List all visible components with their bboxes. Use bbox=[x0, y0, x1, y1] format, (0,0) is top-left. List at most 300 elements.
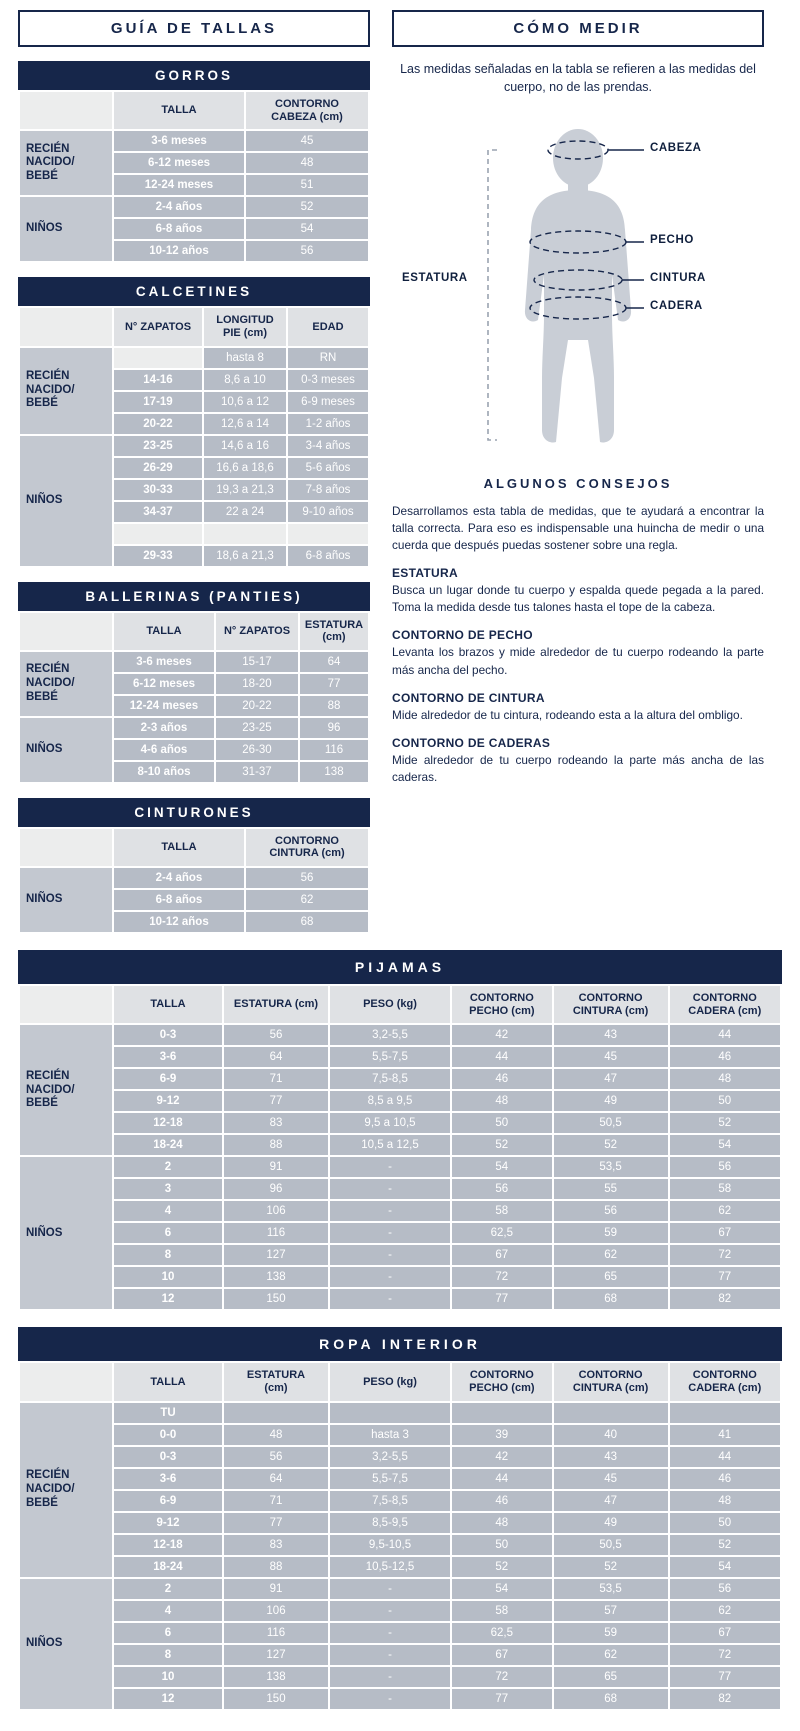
cell-peso: - bbox=[330, 1289, 450, 1309]
cell-talla: 6-9 bbox=[114, 1069, 222, 1089]
cell-cintura: 65 bbox=[554, 1667, 668, 1687]
ropa-interior-section bbox=[18, 1327, 782, 1710]
right-column bbox=[392, 10, 764, 798]
cell-peso: 3,2-5,5 bbox=[330, 1025, 450, 1045]
group-label-bebe: RECIÉN NACIDO/ BEBÉ bbox=[20, 1025, 112, 1155]
cell-zapatos: 26-30 bbox=[216, 740, 298, 760]
corner-cell bbox=[20, 1363, 112, 1400]
cell-talla: 10 bbox=[114, 1267, 222, 1287]
tip-estatura bbox=[392, 566, 764, 616]
cell-estatura: 83 bbox=[224, 1535, 328, 1555]
cell-talla: 2-4 años bbox=[114, 197, 244, 217]
cell-edad: 3-4 años bbox=[288, 436, 368, 456]
cell-estatura: 71 bbox=[224, 1069, 328, 1089]
col-pecho: CONTORNO PECHO (cm) bbox=[452, 986, 552, 1023]
cell-pecho: 72 bbox=[452, 1267, 552, 1287]
cell-talla: 3-6 bbox=[114, 1047, 222, 1067]
group-label-bebe: RECIÉN NACIDO/ BEBÉ bbox=[20, 131, 112, 195]
cell-cadera: 54 bbox=[670, 1557, 780, 1577]
cell-pecho: 54 bbox=[452, 1157, 552, 1177]
cell-cadera: 54 bbox=[670, 1135, 780, 1155]
table-title-cinturones: CINTURONES bbox=[18, 798, 370, 827]
group-label-ninos: NIÑOS bbox=[20, 868, 112, 932]
table-row bbox=[20, 1469, 780, 1489]
table-row-header bbox=[20, 1363, 780, 1400]
cell-peso: 8,5-9,5 bbox=[330, 1513, 450, 1533]
cell-talla: 6-12 meses bbox=[114, 674, 214, 694]
table-row bbox=[20, 1689, 780, 1709]
col-longitud-pie: LONGITUD PIE (cm) bbox=[204, 308, 286, 345]
table-row bbox=[20, 436, 368, 456]
page-title-guide: GUÍA DE TALLAS bbox=[18, 10, 370, 47]
cell-pecho: 46 bbox=[452, 1069, 552, 1089]
cell-cintura: 40 bbox=[554, 1425, 668, 1445]
cell-contorno: 62 bbox=[246, 890, 368, 910]
cell-cintura: 53,5 bbox=[554, 1579, 668, 1599]
cell-estatura: 77 bbox=[300, 674, 368, 694]
cell-pecho: 48 bbox=[452, 1513, 552, 1533]
cell-peso: - bbox=[330, 1201, 450, 1221]
tip-cintura bbox=[392, 691, 764, 724]
cell-estatura: 91 bbox=[224, 1579, 328, 1599]
cell-pecho: 77 bbox=[452, 1289, 552, 1309]
cell-peso: - bbox=[330, 1179, 450, 1199]
cell-peso: - bbox=[330, 1601, 450, 1621]
table-row bbox=[20, 1223, 780, 1243]
cell-cadera: 52 bbox=[670, 1535, 780, 1555]
cell-estatura: 96 bbox=[300, 718, 368, 738]
cell-pecho: 52 bbox=[452, 1135, 552, 1155]
cell-peso: - bbox=[330, 1645, 450, 1665]
col-estatura: ESTATURA (cm) bbox=[300, 613, 368, 650]
cell-talla: 0-0 bbox=[114, 1425, 222, 1445]
cell-zapatos: 15-17 bbox=[216, 652, 298, 672]
cell-talla: 12-18 bbox=[114, 1535, 222, 1555]
cell-estatura: 150 bbox=[224, 1689, 328, 1709]
cell-talla: 8 bbox=[114, 1245, 222, 1265]
col-peso: PESO (kg) bbox=[330, 1363, 450, 1400]
cell-cadera: 48 bbox=[670, 1491, 780, 1511]
table-row bbox=[20, 1557, 780, 1577]
cell-cintura: 45 bbox=[554, 1047, 668, 1067]
left-column bbox=[18, 10, 370, 934]
table-row-header bbox=[20, 613, 368, 650]
cell-estatura: 96 bbox=[224, 1179, 328, 1199]
cell-peso: - bbox=[330, 1157, 450, 1177]
cell-pie: 14,6 a 16 bbox=[204, 436, 286, 456]
cell-edad: RN bbox=[288, 348, 368, 368]
cell-peso: 10,5-12,5 bbox=[330, 1557, 450, 1577]
tip-heading: ESTATURA bbox=[392, 566, 458, 581]
cell-peso: hasta 3 bbox=[330, 1425, 450, 1445]
cell-contorno: 56 bbox=[246, 868, 368, 888]
cell-talla: 0-3 bbox=[114, 1447, 222, 1467]
cell-pecho: 62,5 bbox=[452, 1223, 552, 1243]
cell-cintura: 55 bbox=[554, 1179, 668, 1199]
group-label-ninos: NIÑOS bbox=[20, 718, 112, 782]
cell-estatura: 71 bbox=[224, 1491, 328, 1511]
cell-pecho: 58 bbox=[452, 1201, 552, 1221]
cell-cadera bbox=[670, 1403, 780, 1423]
cell-contorno: 48 bbox=[246, 153, 368, 173]
cell-estatura: 106 bbox=[224, 1201, 328, 1221]
group-label-ninos: NIÑOS bbox=[20, 1157, 112, 1309]
col-cadera: CONTORNO CADERA (cm) bbox=[670, 986, 780, 1023]
cell-talla: 4 bbox=[114, 1601, 222, 1621]
cell-cintura: 59 bbox=[554, 1223, 668, 1243]
table-row bbox=[20, 1403, 780, 1423]
cell-pecho: 44 bbox=[452, 1469, 552, 1489]
corner-cell bbox=[20, 986, 112, 1023]
cell-estatura: 88 bbox=[224, 1557, 328, 1577]
cell-talla: 9-12 bbox=[114, 1091, 222, 1111]
cell-pecho: 50 bbox=[452, 1113, 552, 1133]
table-row bbox=[20, 1267, 780, 1287]
col-pecho: CONTORNO PECHO (cm) bbox=[452, 1363, 552, 1400]
cell-pecho: 67 bbox=[452, 1645, 552, 1665]
cell-pecho: 77 bbox=[452, 1689, 552, 1709]
cell-estatura: 127 bbox=[224, 1645, 328, 1665]
table-row bbox=[20, 1579, 780, 1599]
cell-talla: 12-24 meses bbox=[114, 175, 244, 195]
cell-cintura: 47 bbox=[554, 1069, 668, 1089]
cell-zapatos: 23-25 bbox=[216, 718, 298, 738]
cell-talla: 6-12 meses bbox=[114, 153, 244, 173]
tip-heading: CONTORNO DE CADERAS bbox=[392, 735, 551, 750]
cell-contorno: 52 bbox=[246, 197, 368, 217]
label-cintura: CINTURA bbox=[650, 272, 706, 284]
cell-estatura: 83 bbox=[224, 1113, 328, 1133]
cell-zapatos: 26-29 bbox=[114, 458, 202, 478]
table-row bbox=[20, 1157, 780, 1177]
cell-pecho: 62,5 bbox=[452, 1623, 552, 1643]
cell-talla: 6 bbox=[114, 1623, 222, 1643]
cell-cintura: 50,5 bbox=[554, 1113, 668, 1133]
cell-edad bbox=[288, 524, 368, 544]
cell-estatura: 88 bbox=[224, 1135, 328, 1155]
cell-zapatos: 34-37 bbox=[114, 502, 202, 522]
cell-pecho: 58 bbox=[452, 1601, 552, 1621]
table-title-gorros: GORROS bbox=[18, 61, 370, 90]
cell-estatura: 138 bbox=[300, 762, 368, 782]
cell-pecho: 44 bbox=[452, 1047, 552, 1067]
table-row bbox=[20, 1491, 780, 1511]
table-row bbox=[20, 718, 368, 738]
cell-pecho: 48 bbox=[452, 1091, 552, 1111]
tips-body bbox=[392, 503, 764, 786]
cell-pie: 10,6 a 12 bbox=[204, 392, 286, 412]
cell-pie: 12,6 a 14 bbox=[204, 414, 286, 434]
cell-estatura: 56 bbox=[224, 1447, 328, 1467]
col-estatura: ESTATURA (cm) bbox=[224, 1363, 328, 1400]
corner-cell bbox=[20, 829, 112, 866]
cell-cadera: 44 bbox=[670, 1025, 780, 1045]
cell-cintura: 45 bbox=[554, 1469, 668, 1489]
cell-contorno: 54 bbox=[246, 219, 368, 239]
cell-zapatos: 18-20 bbox=[216, 674, 298, 694]
tip-text: Busca un lugar donde tu cuerpo y espalda quede pegada a la pared. Toma la medida desde tus talones hasta el tope de la cabeza. bbox=[392, 583, 764, 615]
table-row bbox=[20, 1135, 780, 1155]
cell-cintura: 56 bbox=[554, 1201, 668, 1221]
cell-edad: 6-8 años bbox=[288, 546, 368, 566]
cell-talla: 2-4 años bbox=[114, 868, 244, 888]
cell-cadera: 46 bbox=[670, 1047, 780, 1067]
cell-pie: 8,6 a 10 bbox=[204, 370, 286, 390]
cell-estatura: 64 bbox=[224, 1469, 328, 1489]
table-row-header bbox=[20, 829, 368, 866]
cell-cintura: 68 bbox=[554, 1689, 668, 1709]
table-row bbox=[20, 652, 368, 672]
cell-cadera: 44 bbox=[670, 1447, 780, 1467]
cell-zapatos: 31-37 bbox=[216, 762, 298, 782]
table-row bbox=[20, 1645, 780, 1665]
cell-estatura: 127 bbox=[224, 1245, 328, 1265]
group-label-bebe: RECIÉN NACIDO/ BEBÉ bbox=[20, 1403, 112, 1577]
table-row bbox=[20, 1201, 780, 1221]
col-contorno-cintura: CONTORNO CINTURA (cm) bbox=[246, 829, 368, 866]
cell-cintura bbox=[554, 1403, 668, 1423]
cell-peso: - bbox=[330, 1223, 450, 1243]
group-label-ninos: NIÑOS bbox=[20, 436, 112, 566]
group-label-bebe: RECIÉN NACIDO/ BEBÉ bbox=[20, 652, 112, 716]
col-talla: TALLA bbox=[114, 1363, 222, 1400]
tip-heading: CONTORNO DE CINTURA bbox=[392, 690, 545, 705]
cell-zapatos: 23-25 bbox=[114, 436, 202, 456]
cell-estatura: 48 bbox=[224, 1425, 328, 1445]
cell-talla: 12-18 bbox=[114, 1113, 222, 1133]
cell-talla: 12 bbox=[114, 1689, 222, 1709]
cell-pecho: 72 bbox=[452, 1667, 552, 1687]
cell-talla: 8-10 años bbox=[114, 762, 214, 782]
cell-estatura: 64 bbox=[224, 1047, 328, 1067]
table-row bbox=[20, 1069, 780, 1089]
cell-zapatos: 14-16 bbox=[114, 370, 202, 390]
cell-talla: 6-9 bbox=[114, 1491, 222, 1511]
cell-talla: 8 bbox=[114, 1645, 222, 1665]
cell-estatura: 77 bbox=[224, 1513, 328, 1533]
tips-title: ALGUNOS CONSEJOS bbox=[483, 476, 673, 491]
table-row bbox=[20, 1425, 780, 1445]
corner-cell bbox=[20, 92, 112, 129]
cell-estatura: 150 bbox=[224, 1289, 328, 1309]
table-row bbox=[20, 868, 368, 888]
table-row bbox=[20, 131, 368, 151]
cell-peso: 10,5 a 12,5 bbox=[330, 1135, 450, 1155]
col-zapatos: N° ZAPATOS bbox=[216, 613, 298, 650]
table-ballerinas bbox=[18, 611, 370, 784]
cell-edad: 0-3 meses bbox=[288, 370, 368, 390]
cell-peso: 7,5-8,5 bbox=[330, 1069, 450, 1089]
cell-pecho: 54 bbox=[452, 1579, 552, 1599]
label-pecho: PECHO bbox=[650, 234, 694, 246]
cell-cadera: 56 bbox=[670, 1157, 780, 1177]
cell-estatura: 116 bbox=[224, 1223, 328, 1243]
table-title-calcetines: CALCETINES bbox=[18, 277, 370, 306]
cell-contorno: 51 bbox=[246, 175, 368, 195]
cell-cadera: 50 bbox=[670, 1513, 780, 1533]
cell-pecho: 56 bbox=[452, 1179, 552, 1199]
cell-talla: 2 bbox=[114, 1579, 222, 1599]
cell-cintura: 62 bbox=[554, 1245, 668, 1265]
cell-cadera: 48 bbox=[670, 1069, 780, 1089]
table-calcetines bbox=[18, 306, 370, 567]
cell-zapatos: 29-33 bbox=[114, 546, 202, 566]
table-row-header bbox=[20, 308, 368, 345]
cell-talla: 12-24 meses bbox=[114, 696, 214, 716]
cell-peso: - bbox=[330, 1579, 450, 1599]
cell-pecho: 42 bbox=[452, 1447, 552, 1467]
col-cadera: CONTORNO CADERA (cm) bbox=[670, 1363, 780, 1400]
group-label-ninos: NIÑOS bbox=[20, 1579, 112, 1709]
cell-talla: 18-24 bbox=[114, 1135, 222, 1155]
pijamas-section bbox=[18, 950, 782, 1311]
cell-edad: 9-10 años bbox=[288, 502, 368, 522]
label-cadera: CADERA bbox=[650, 300, 703, 312]
col-zapatos: N° ZAPATOS bbox=[114, 308, 202, 345]
col-cintura: CONTORNO CINTURA (cm) bbox=[554, 986, 668, 1023]
cell-pecho: 46 bbox=[452, 1491, 552, 1511]
cell-estatura: 138 bbox=[224, 1667, 328, 1687]
cell-cadera: 67 bbox=[670, 1223, 780, 1243]
cell-talla: 9-12 bbox=[114, 1513, 222, 1533]
cell-zapatos bbox=[114, 524, 202, 544]
table-row bbox=[20, 1447, 780, 1467]
cell-cintura: 68 bbox=[554, 1289, 668, 1309]
cell-cadera: 52 bbox=[670, 1113, 780, 1133]
cell-cadera: 82 bbox=[670, 1689, 780, 1709]
table-row bbox=[20, 1179, 780, 1199]
cell-cadera: 50 bbox=[670, 1091, 780, 1111]
table-row-header bbox=[20, 986, 780, 1023]
col-cintura: CONTORNO CINTURA (cm) bbox=[554, 1363, 668, 1400]
cell-pecho: 50 bbox=[452, 1535, 552, 1555]
label-estatura: ESTATURA bbox=[402, 272, 468, 284]
cell-cintura: 52 bbox=[554, 1135, 668, 1155]
cell-edad: 6-9 meses bbox=[288, 392, 368, 412]
col-talla: TALLA bbox=[114, 986, 222, 1023]
cell-peso: - bbox=[330, 1245, 450, 1265]
tip-heading: CONTORNO DE PECHO bbox=[392, 628, 533, 643]
cell-cintura: 52 bbox=[554, 1557, 668, 1577]
cell-talla: 3 bbox=[114, 1179, 222, 1199]
table-row bbox=[20, 1535, 780, 1555]
cell-cadera: 82 bbox=[670, 1289, 780, 1309]
col-contorno-cabeza: CONTORNO CABEZA (cm) bbox=[246, 92, 368, 129]
table-row bbox=[20, 1513, 780, 1533]
cell-pecho: 52 bbox=[452, 1557, 552, 1577]
table-row bbox=[20, 348, 368, 368]
cell-talla: 3-6 meses bbox=[114, 652, 214, 672]
cell-cadera: 58 bbox=[670, 1179, 780, 1199]
cell-estatura: 91 bbox=[224, 1157, 328, 1177]
group-label-bebe: RECIÉN NACIDO/ BEBÉ bbox=[20, 348, 112, 434]
table-row bbox=[20, 1667, 780, 1687]
cell-zapatos: 17-19 bbox=[114, 392, 202, 412]
cell-peso: - bbox=[330, 1623, 450, 1643]
group-label-ninos: NIÑOS bbox=[20, 197, 112, 261]
cell-estatura: 77 bbox=[224, 1091, 328, 1111]
cell-cintura: 49 bbox=[554, 1091, 668, 1111]
cell-talla: 18-24 bbox=[114, 1557, 222, 1577]
cell-peso: 7,5-8,5 bbox=[330, 1491, 450, 1511]
table-row bbox=[20, 1245, 780, 1265]
cell-estatura: 64 bbox=[300, 652, 368, 672]
cell-contorno: 56 bbox=[246, 241, 368, 261]
col-edad: EDAD bbox=[288, 308, 368, 345]
cell-talla: 4-6 años bbox=[114, 740, 214, 760]
cell-cintura: 57 bbox=[554, 1601, 668, 1621]
cell-talla: 3-6 bbox=[114, 1469, 222, 1489]
col-talla: TALLA bbox=[114, 829, 244, 866]
cell-cintura: 65 bbox=[554, 1267, 668, 1287]
cell-pecho: 39 bbox=[452, 1425, 552, 1445]
table-gorros bbox=[18, 90, 370, 263]
cell-cadera: 77 bbox=[670, 1267, 780, 1287]
cell-peso: 3,2-5,5 bbox=[330, 1447, 450, 1467]
table-title-ballerinas: BALLERINAS (PANTIES) bbox=[18, 582, 370, 611]
cell-cadera: 77 bbox=[670, 1667, 780, 1687]
table-row bbox=[20, 197, 368, 217]
tip-text: Mide alrededor de tu cintura, rodeando esta a la altura del ombligo. bbox=[392, 707, 743, 722]
measure-figure bbox=[392, 110, 764, 470]
col-peso: PESO (kg) bbox=[330, 986, 450, 1023]
cell-talla: 0-3 bbox=[114, 1025, 222, 1045]
cell-cintura: 53,5 bbox=[554, 1157, 668, 1177]
cell-zapatos: 20-22 bbox=[114, 414, 202, 434]
corner-cell bbox=[20, 613, 112, 650]
table-row bbox=[20, 1601, 780, 1621]
cell-peso: 5,5-7,5 bbox=[330, 1047, 450, 1067]
tip-pecho bbox=[392, 628, 764, 678]
tip-text: Levanta los brazos y mide alrededor de tu cuerpo rodeando la parte más ancha del pecho. bbox=[392, 645, 764, 677]
cell-estatura: 56 bbox=[224, 1025, 328, 1045]
cell-pecho: 42 bbox=[452, 1025, 552, 1045]
cell-talla: 6-8 años bbox=[114, 890, 244, 910]
cell-pie: 19,3 a 21,3 bbox=[204, 480, 286, 500]
page-title-how-to-measure: CÓMO MEDIR bbox=[392, 10, 764, 47]
col-estatura: ESTATURA (cm) bbox=[224, 986, 328, 1023]
cell-zapatos: 30-33 bbox=[114, 480, 202, 500]
cell-talla: TU bbox=[114, 1403, 222, 1423]
cell-peso: 8,5 a 9,5 bbox=[330, 1091, 450, 1111]
table-title-pijamas: PIJAMAS bbox=[18, 950, 782, 984]
cell-pie: 18,6 a 21,3 bbox=[204, 546, 286, 566]
table-row bbox=[20, 1025, 780, 1045]
body-diagram-svg bbox=[392, 110, 764, 470]
cell-talla: 6 bbox=[114, 1223, 222, 1243]
cell-estatura bbox=[224, 1403, 328, 1423]
cell-talla: 10-12 años bbox=[114, 241, 244, 261]
cell-talla: 6-8 años bbox=[114, 219, 244, 239]
cell-estatura: 116 bbox=[224, 1623, 328, 1643]
tips-intro: Desarrollamos esta tabla de medidas, que te ayudará a encontrar la talla correcta. Para eso es indispensable una huincha de medir o una cuerda que después puedas sostener sobre una regla. bbox=[392, 504, 764, 553]
label-cabeza: CABEZA bbox=[650, 142, 702, 154]
cell-talla: 12 bbox=[114, 1289, 222, 1309]
cell-talla: 2 bbox=[114, 1157, 222, 1177]
cell-estatura: 116 bbox=[300, 740, 368, 760]
cell-cadera: 41 bbox=[670, 1425, 780, 1445]
table-title-ropa-interior: ROPA INTERIOR bbox=[18, 1327, 782, 1361]
tip-cadera bbox=[392, 736, 764, 786]
cell-zapatos: 20-22 bbox=[216, 696, 298, 716]
col-talla: TALLA bbox=[114, 92, 244, 129]
cell-talla: 10-12 años bbox=[114, 912, 244, 932]
cell-cadera: 46 bbox=[670, 1469, 780, 1489]
cell-contorno: 68 bbox=[246, 912, 368, 932]
cell-cadera: 72 bbox=[670, 1645, 780, 1665]
table-row bbox=[20, 1091, 780, 1111]
cell-cintura: 47 bbox=[554, 1491, 668, 1511]
